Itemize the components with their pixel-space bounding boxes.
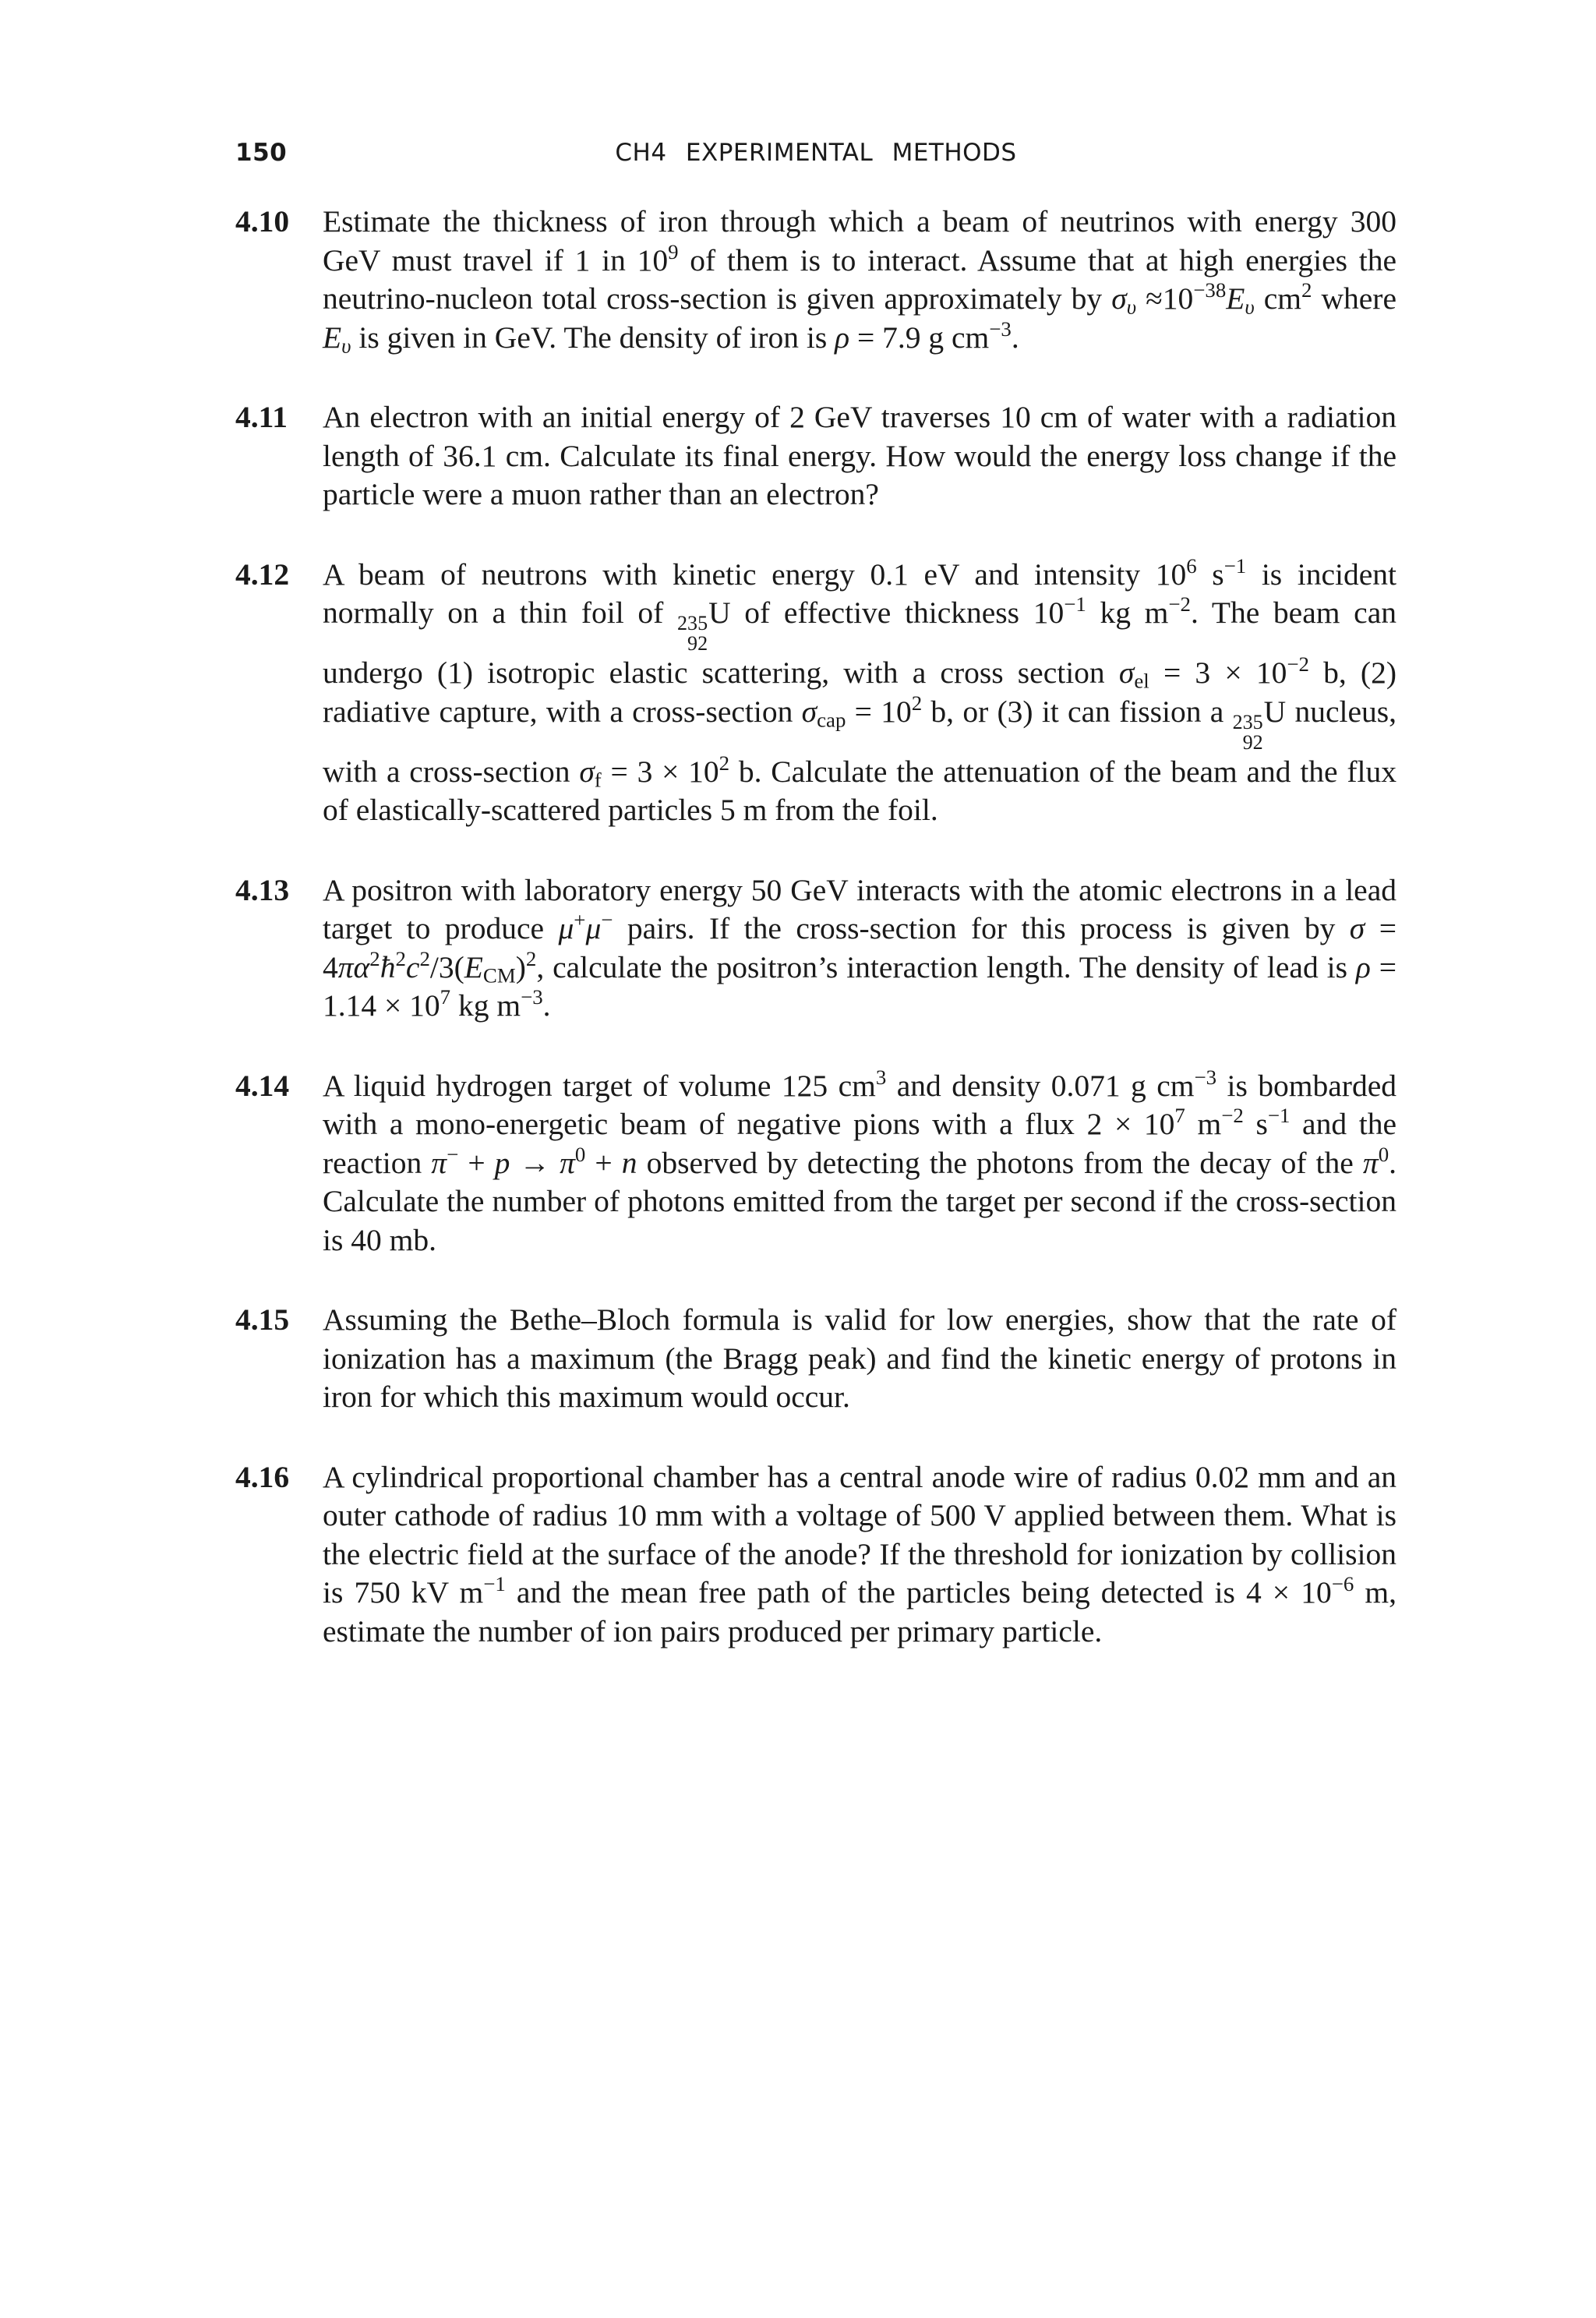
problem-text: A cylindrical proportional chamber has a central anode wire of radius 0.02 mm and an outer cathode of radius 10 mm with a voltage of 500 V applied between them. What is the electric field at the surface of the anode? If the threshold for ionization by collision is 750 kV $m^{-1}$ and the mean free path of the particles being detected is $4 \times 10^{-6}$ m, estimate the number of ion pairs produced per primary particle. xyxy=(323,1459,1396,1648)
problem-4-13 xyxy=(235,871,1396,1026)
problem-text: An electron with an initial energy of 2 GeV traverses 10 cm of water with a radiation length of 36.1 cm. Calculate its final energy. How would the energy loss change if the particle were a muon rather than an electron? xyxy=(323,400,1396,511)
problem-number: 4.10 xyxy=(235,204,290,239)
running-head: CH4 EXPERIMENTAL METHODS xyxy=(615,139,1017,167)
problem-list xyxy=(235,203,1396,1692)
problem-text: Assuming the Bethe–Bloch formula is valid for low energies, show that the rate of ionization has a maximum (the Bragg peak) and find the kinetic energy of protons in iron for which this maximum would occur. xyxy=(323,1302,1396,1415)
problem-text: Estimate the thickness of iron through which a beam of neutrinos with energy 300 GeV must travel if 1 in $10^9$ of them is to interact. Assume that at high energies the neutrino-nucleon total cross-section is given approximately by $\sigma_\upsilon \approx 10^{-38}E_\upsilon$ $cm^2$ where $E_\upsilon$ is given in GeV. The density of iron is ρ = 7.9 g $cm^{-3}$. xyxy=(323,204,1396,358)
problem-text: A liquid hydrogen target of volume 125 $cm^3$ and density 0.071 g $cm^{-3}$ is bombarded with a mono-energetic beam of negative pions with a flux $2 \times 10^7$ $m^{-2}$ $s^{-1}$ and the reaction $\pi^- + p \to \pi^0 + n$ observed by detecting the photons from the decay of the $\pi^0$. Calculate the number of photons emitted from the target per second if the cross-section is 40 mb. xyxy=(323,1065,1396,1257)
problem-number: 4.13 xyxy=(235,872,290,907)
problem-4-14 xyxy=(235,1067,1396,1260)
problem-number: 4.11 xyxy=(235,400,288,434)
problem-4-11 xyxy=(235,398,1396,514)
problem-4-15 xyxy=(235,1301,1396,1417)
problem-4-16 xyxy=(235,1458,1396,1652)
page-header xyxy=(235,139,1396,176)
problem-number: 4.14 xyxy=(235,1068,290,1103)
problem-4-10 xyxy=(235,203,1396,357)
problem-text: A beam of neutrons with kinetic energy 0.1 eV and intensity $10^6$ $s^{-1}$ is incident normally on a thin foil of 235 92 U of effective thickness $10^{-1}$ kg $m^{-2}$. The beam can undergo (1) isotropic elastic scattering, with a cross section $\sigma_{el} = 3 \times 10^{-2}$ b, (2) radiative capture, with a cross-section $\sigma_{cap} = 10^2$ b, or (3) it can fission a 235 92 U nucleus, with a cross-section $\sigma_f = 3 \times 10^2$ b. Calculate the attenuation of the beam and the flux of elastically-scattered particles 5 m from the foil. xyxy=(323,553,1397,828)
problem-4-12 xyxy=(235,553,1397,830)
problem-number: 4.15 xyxy=(235,1302,290,1337)
problem-text: A positron with laboratory energy 50 GeV interacts with the atomic electrons in a lead target to produce μ+μ− pairs. If the cross-section for this process is given by $\sigma = 4\pi\alpha^2ħ^2c^2/3(E_{CM})^2$, calculate the positron’s interaction length. The density of lead is $\rho = 1.14 \times 10^7$ kg $m^{-3}$. xyxy=(323,872,1396,1023)
problem-number: 4.16 xyxy=(235,1459,290,1494)
problem-number: 4.12 xyxy=(235,557,290,592)
page-number: 150 xyxy=(235,139,288,167)
